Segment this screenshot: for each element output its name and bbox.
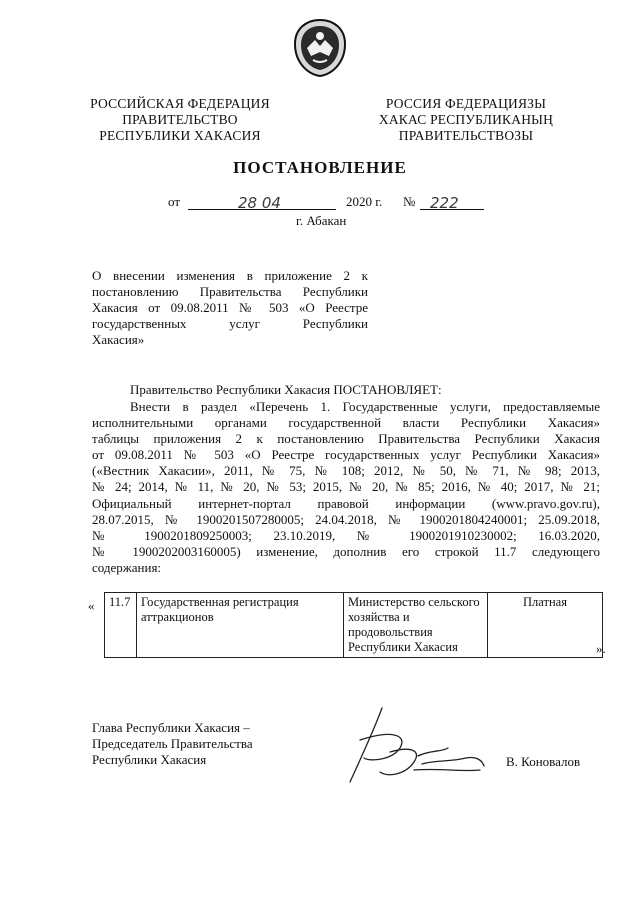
date-prefix: от <box>168 194 181 209</box>
date-number-line <box>168 194 498 212</box>
header-left-line: РОССИЙСКАЯ ФЕДЕРАЦИЯ <box>90 96 270 111</box>
subject-block <box>92 268 368 348</box>
body-line: № 24; 2014, № 11, № 20, № 53; 2015, № 20, № 85; 2016, № 40; 2017, № 21; <box>92 479 600 495</box>
quote-close: ». <box>596 641 606 656</box>
subject-line: О внесении изменения в приложение 2 к <box>92 268 368 283</box>
signatory-line: Председатель Правительства <box>92 736 253 751</box>
signatory-title <box>92 720 253 768</box>
subject-line: постановлению Правительства Республики <box>92 284 368 299</box>
body-line: № 1900201809250003; 23.10.2019, № 1900201910230002; 16.03.2020, <box>92 527 600 543</box>
header-left-line: РЕСПУБЛИКИ ХАКАСИЯ <box>99 128 261 143</box>
resolution-intro: Правительство Республики Хакасия ПОСТАНОВЛЯЕТ: <box>130 382 442 397</box>
body-line: содержания: <box>92 559 162 575</box>
signatory-line: Глава Республики Хакасия – <box>92 720 250 735</box>
body-line: таблицы приложения 2 к постановлению Правительства Республики Хакасия <box>92 431 600 447</box>
table-row <box>105 593 603 658</box>
document-title: ПОСТАНОВЛЕНИЕ <box>233 158 407 177</box>
cell-fee: Платная <box>488 593 603 658</box>
number-handwritten: 222 <box>430 194 459 212</box>
body-line: Официальный интернет-портал правовой информации (www.pravo.gov.ru), <box>92 495 600 511</box>
cell-ministry: Министерство сельского хозяйства и продовольствия Республики Хакасия <box>344 593 488 658</box>
body-line: исполнительными органами государственной власти Республики Хакасия» <box>92 415 600 431</box>
year-label: 2020 г. <box>346 194 383 209</box>
signatory-name: В. Коновалов <box>506 754 581 769</box>
body-line: от 09.08.2011 № 503 «О Реестре государственных услуг Республики Хакасия» <box>92 447 600 463</box>
signatory-line: Республики Хакасия <box>92 752 207 767</box>
header-right-line: ХАКАС РЕСПУБЛИКАНЫҢ <box>378 112 554 127</box>
body-line: № 1900202003160005) изменение, дополнив его строкой 11.7 следующего <box>92 543 600 559</box>
body-line: 28.07.2015, № 1900201507280005; 24.04.2018, № 1900201804240001; 25.09.2018, <box>92 511 600 527</box>
header-right-line: ПРАВИТЕЛЬСТВОЗЫ <box>398 128 534 143</box>
resolution-body <box>92 399 600 576</box>
subject-line: Хакасия» <box>92 332 145 347</box>
services-table <box>104 592 603 658</box>
cell-service: Государственная регистрация аттракционов <box>137 593 344 658</box>
body-line: («Вестник Хакасии», 2011, № 75, № 108; 2012, № 50, № 71, № 98; 2013, <box>92 463 600 479</box>
handwritten-signature <box>330 700 490 792</box>
city: г. Абакан <box>296 213 347 228</box>
cell-number: 11.7 <box>105 593 137 658</box>
body-line: Внести в раздел «Перечень 1. Государственные услуги, предоставляемые <box>130 399 600 414</box>
header-right-khakas <box>356 96 576 144</box>
header-left-russian <box>80 96 280 144</box>
header-left-line: ПРАВИТЕЛЬСТВО <box>122 112 238 127</box>
coat-of-arms-emblem <box>293 18 347 78</box>
date-handwritten: 28 04 <box>238 194 281 212</box>
header-right-line: РОССИЯ ФЕДЕРАЦИЯЗЫ <box>385 96 547 111</box>
subject-line: Хакасия от 09.08.2011 № 503 «О Реестре <box>92 300 368 315</box>
subject-line: государственных услуг Республики <box>92 316 368 331</box>
quote-open: « <box>88 598 95 613</box>
number-label: № <box>403 194 416 209</box>
